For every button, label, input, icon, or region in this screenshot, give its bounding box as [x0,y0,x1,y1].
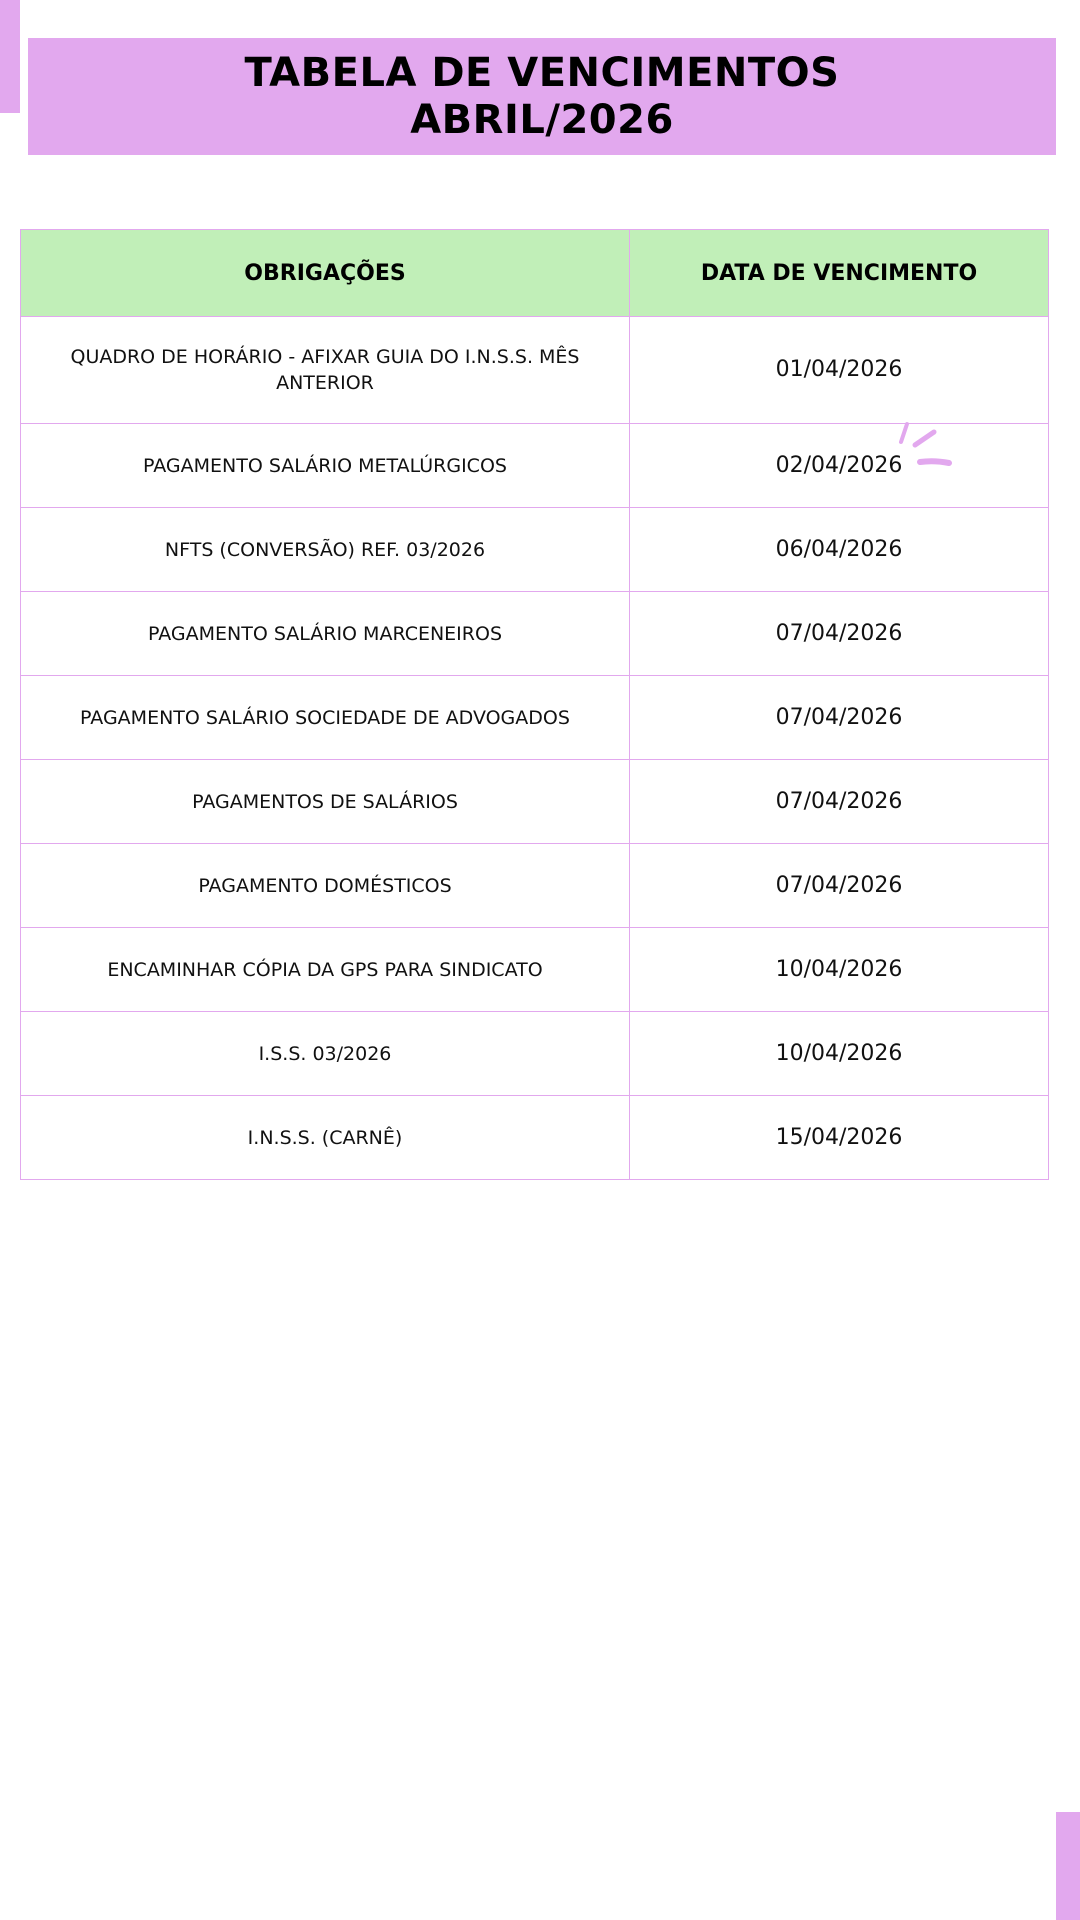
obligation-cell: QUADRO DE HORÁRIO - AFIXAR GUIA DO I.N.S.S. MÊS ANTERIOR [21,317,630,424]
table-row [21,1012,1049,1096]
obligation-cell: PAGAMENTOS DE SALÁRIOS [21,760,630,844]
due-date-cell: 10/04/2026 [630,928,1049,1012]
sparkle-doodle-icon [896,420,952,468]
header-obligations: OBRIGAÇÕES [21,230,630,317]
sparkle-stroke [901,424,907,442]
table-row [21,592,1049,676]
table-row [21,317,1049,424]
table-row [21,1096,1049,1180]
due-date-cell: 07/04/2026 [630,676,1049,760]
table-row [21,676,1049,760]
due-date-cell: 07/04/2026 [630,760,1049,844]
due-date-cell: 02/04/2026 [630,424,1049,508]
table-header-row [21,230,1049,317]
decorative-accent-top [0,0,20,113]
obligation-cell: PAGAMENTO SALÁRIO METALÚRGICOS [21,424,630,508]
due-date-cell: 06/04/2026 [630,508,1049,592]
sparkle-stroke [915,432,934,445]
due-date-cell: 10/04/2026 [630,1012,1049,1096]
due-date-cell: 07/04/2026 [630,592,1049,676]
obligation-cell: PAGAMENTO SALÁRIO SOCIEDADE DE ADVOGADOS [21,676,630,760]
table-row [21,844,1049,928]
page-title: TABELA DE VENCIMENTOS [244,49,840,96]
obligation-cell: PAGAMENTO DOMÉSTICOS [21,844,630,928]
obligation-cell: I.N.S.S. (CARNÊ) [21,1096,630,1180]
decorative-accent-bottom [1056,1812,1080,1920]
table-row [21,928,1049,1012]
table-row [21,424,1049,508]
table-row [21,760,1049,844]
header-due-date: DATA DE VENCIMENTO [630,230,1049,317]
sparkle-stroke [920,461,949,463]
obligation-cell: NFTS (CONVERSÃO) REF. 03/2026 [21,508,630,592]
table-row [21,508,1049,592]
obligation-cell: I.S.S. 03/2026 [21,1012,630,1096]
due-date-cell: 07/04/2026 [630,844,1049,928]
page-subtitle-month: ABRIL/2026 [410,96,674,143]
due-dates-table [20,229,1049,1180]
obligation-cell: PAGAMENTO SALÁRIO MARCENEIROS [21,592,630,676]
title-banner [28,38,1056,155]
due-date-cell: 15/04/2026 [630,1096,1049,1180]
due-date-cell: 01/04/2026 [630,317,1049,424]
obligation-cell: ENCAMINHAR CÓPIA DA GPS PARA SINDICATO [21,928,630,1012]
